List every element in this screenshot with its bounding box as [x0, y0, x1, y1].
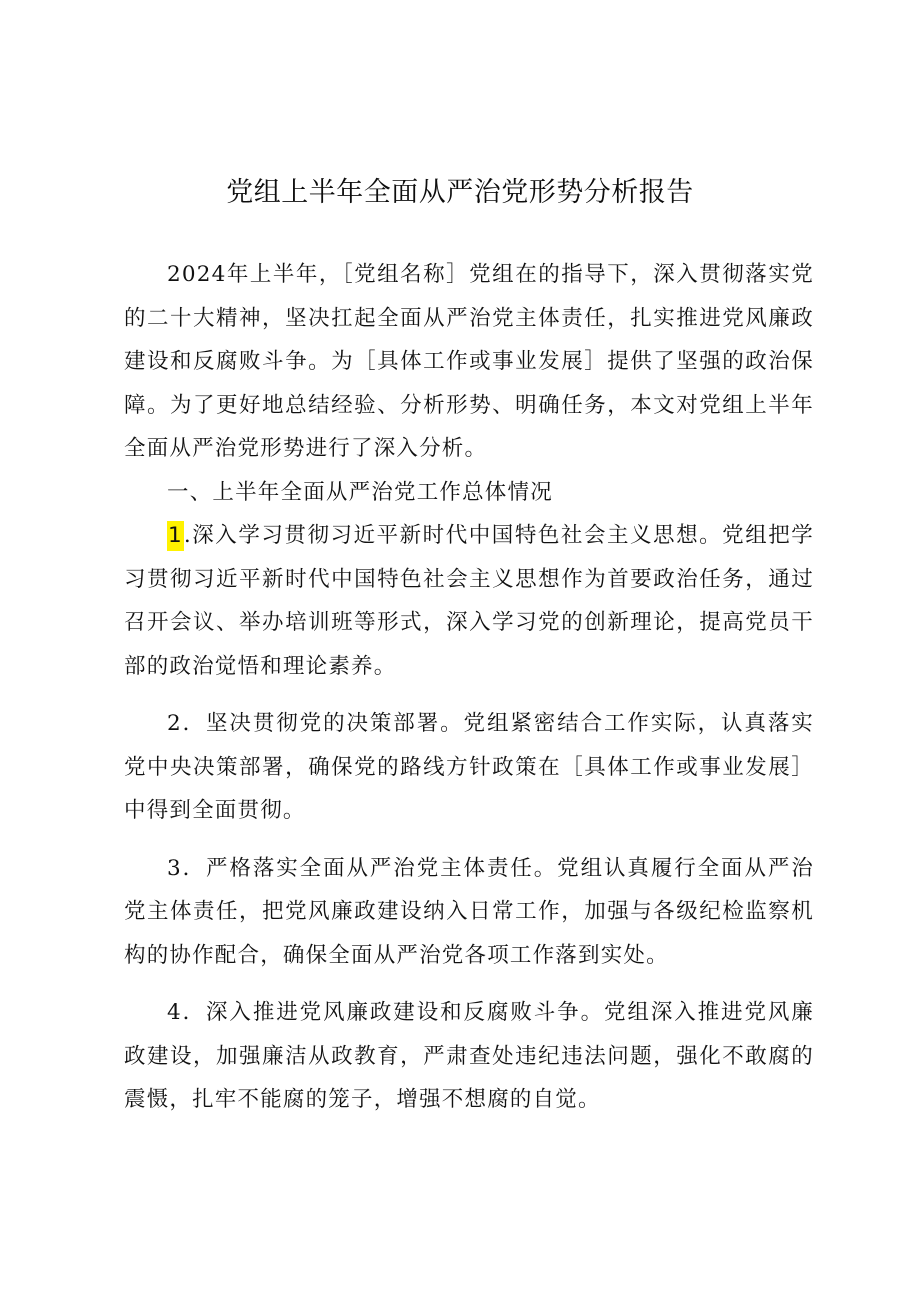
- list-item-text: .深入学习贯彻习近平新时代中国特色社会主义思想。党组把学习贯彻习近平新时代中国特色社会主义思想作为首要政治任务，通过召开会议、举办培训班等形式，深入学习党的创新理论，提高党员干部的政治觉悟和理论素养。: [124, 523, 814, 679]
- item-number: 4: [167, 1000, 182, 1025]
- item-number: 3: [167, 855, 182, 881]
- list-item-1: [124, 514, 814, 688]
- list-item-text: ．坚决贯彻党的决策部署。党组紧密结合工作实际，认真落实党中央决策部署，确保党的路线方针政策在［具体工作或事业发展］中得到全面贯彻。: [124, 711, 814, 823]
- document-title: 党组上半年全面从严治党形势分析报告: [226, 177, 694, 208]
- list-item-2: [124, 702, 814, 833]
- document-body: [124, 253, 814, 1122]
- section-heading: 一、上半年全面从严治党工作总体情况: [167, 479, 553, 505]
- intro-paragraph: 2024年上半年，［党组名称］党组在的指导下，深入贯彻落实党的二十大精神，坚决扛起全面从严治党主体责任，扎实推进党风廉政建设和反腐败斗争。为［具体工作或事业发展］提供了坚强的政治保障。为了更好地总结经验、分析形势、明确任务，本文对党组上半年全面从严治党形势进行了深入分析。: [124, 262, 814, 461]
- list-item-4: [124, 991, 814, 1122]
- list-item-3: [124, 847, 814, 978]
- item-number: 2: [167, 711, 182, 736]
- highlighted-item-number: 1: [167, 521, 184, 551]
- list-item-text: ．深入推进党风廉政建设和反腐败斗争。党组深入推进党风廉政建设，加强廉洁从政教育，严肃查处违纪违法问题，强化不敢腐的震慑，扎牢不能腐的笼子，增强不想腐的自觉。: [124, 1000, 814, 1112]
- list-item-text: ．严格落实全面从严治党主体责任。党组认真履行全面从严治党主体责任，把党风廉政建设纳入日常工作，加强与各级纪检监察机构的协作配合，确保全面从严治党各项工作落到实处。: [124, 855, 814, 968]
